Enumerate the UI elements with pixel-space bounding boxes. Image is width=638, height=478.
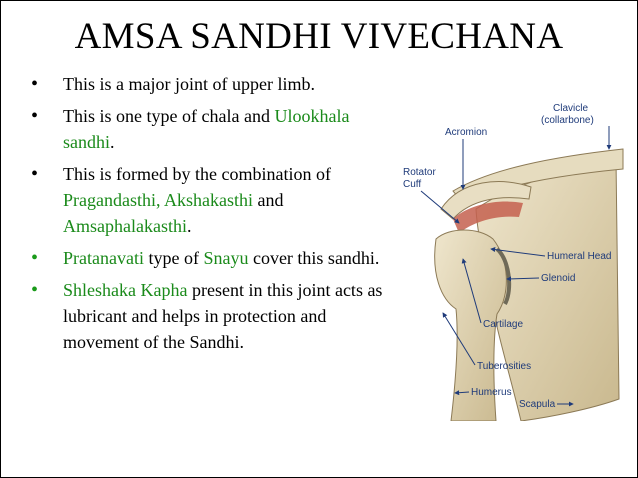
bullet-text: This is formed by the combination of [63,164,331,184]
label-clavicle-sub: (collarbone) [541,115,594,126]
bullet-icon: • [31,105,39,127]
label-humeral-head: Humeral Head [547,251,612,262]
label-rotator: Rotator [403,167,436,178]
bullet-text: . [186,216,192,236]
highlight-term: Shleshaka Kapha [63,280,188,300]
label-rotator-sub: Cuff [403,179,422,190]
bullet-text: This is a major joint of upper limb. [63,74,315,94]
label-glenoid: Glenoid [541,273,576,284]
bullet-item [31,277,391,355]
bullet-text: present in this joint acts as lubricant and helps in protection and movement of the Sandhi. [63,280,383,352]
bullet-icon: • [31,163,39,185]
bullet-item [31,245,391,271]
bullet-icon: • [31,73,39,95]
label-acromion: Acromion [445,127,488,138]
shoulder-anatomy-figure [401,99,627,421]
highlight-term: Amsaphalakasthi [63,216,187,236]
highlight-term: Pratanavati [63,248,144,268]
bullet-item [31,103,391,155]
bullet-text: type of [143,248,204,268]
label-cartilage: Cartilage [483,319,524,330]
bullet-icon: • [31,247,39,269]
slide-title: AMSA SANDHI VIVECHANA [74,16,564,57]
bullet-text: and [252,190,284,210]
bullet-text: This is one type of chala and [63,106,275,126]
label-clavicle: Clavicle [553,103,589,114]
bullet-text: . [110,132,115,152]
bullet-icon: • [31,279,39,301]
label-scapula: Scapula [519,399,556,410]
highlight-term: Snayu [203,248,249,268]
bullet-text: cover this sandhi. [248,248,380,268]
bullet-list [31,71,391,361]
label-humerus: Humerus [471,387,512,398]
bullet-item [31,71,391,97]
highlight-term: Ulookhala sandhi [63,106,350,152]
highlight-term: Pragandasthi, Akshakasthi [63,190,253,210]
bullet-item [31,161,391,239]
label-tuberosities: Tuberosities [477,361,532,372]
